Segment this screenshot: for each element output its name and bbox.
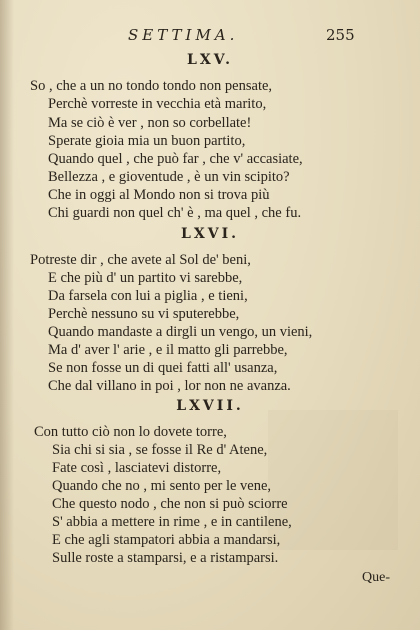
running-title: SETTIMA. <box>128 26 239 44</box>
verse-line: Che in oggi al Mondo non si trova più <box>48 187 270 203</box>
verse-line: Se non fosse un di quei fatti all' usanza, <box>48 360 278 376</box>
catchword: Que- <box>362 570 390 585</box>
verse-line: Ma d' aver l' arie , e il matto gli parrebbe, <box>48 342 288 358</box>
verse-line: Quando quel , che può far , che v' accasiate, <box>48 151 303 167</box>
verse-line: Perchè nessuno su vi sputerebbe, <box>48 306 240 322</box>
running-head <box>0 26 420 48</box>
verse-line: Perchè vorreste in vecchia età marito, <box>48 96 267 112</box>
verse-line: Quando che no , mi sento per le vene, <box>52 478 272 494</box>
stanza-heading-lxv: LXV. <box>187 52 233 68</box>
verse-line: Sia chi si sia , se fosse il Re d' Atene, <box>52 442 268 458</box>
verse-line: Bellezza , e gioventude , è un vin scipito? <box>48 169 290 185</box>
verse-line: Chi guardi non quel ch' è , ma quel , che fu. <box>48 205 302 221</box>
verse-line: So , che a un no tondo tondo non pensate, <box>30 78 273 94</box>
verse-line: E che più d' un partito vi sarebbe, <box>48 270 243 286</box>
verse-line: Quando mandaste a dirgli un vengo, un vieni, <box>48 324 313 340</box>
page-number: 255 <box>326 26 355 44</box>
stanza-heading-lxvii: LXVII. <box>176 398 244 414</box>
verse-line: Da farsela con lui a piglia , e tieni, <box>48 288 248 304</box>
gutter-shadow <box>0 0 14 630</box>
verse-line: Sperate gioia mia un buon partito, <box>48 133 246 149</box>
verse-line: Che dal villano in poi , lor non ne avanza. <box>48 378 291 394</box>
verse-line: Che questo nodo , che non si può sciorre <box>52 496 288 512</box>
verse-line: Potreste dir , che avete al Sol de' beni, <box>30 252 251 268</box>
verse-line: E che agli stampatori abbia a mandarsi, <box>52 532 281 548</box>
verse-line: S' abbia a mettere in rime , e in cantilene, <box>52 514 292 530</box>
verse-line: Ma se ciò è ver , non so corbellate! <box>48 115 252 131</box>
verse-line: Con tutto ciò non lo dovete torre, <box>34 424 227 440</box>
verse-line: Sulle roste a stamparsi, e a ristamparsi. <box>52 550 279 566</box>
verse-line: Fate così , lasciatevi distorre, <box>52 460 222 476</box>
stanza-heading-lxvi: LXVI. <box>181 226 239 242</box>
